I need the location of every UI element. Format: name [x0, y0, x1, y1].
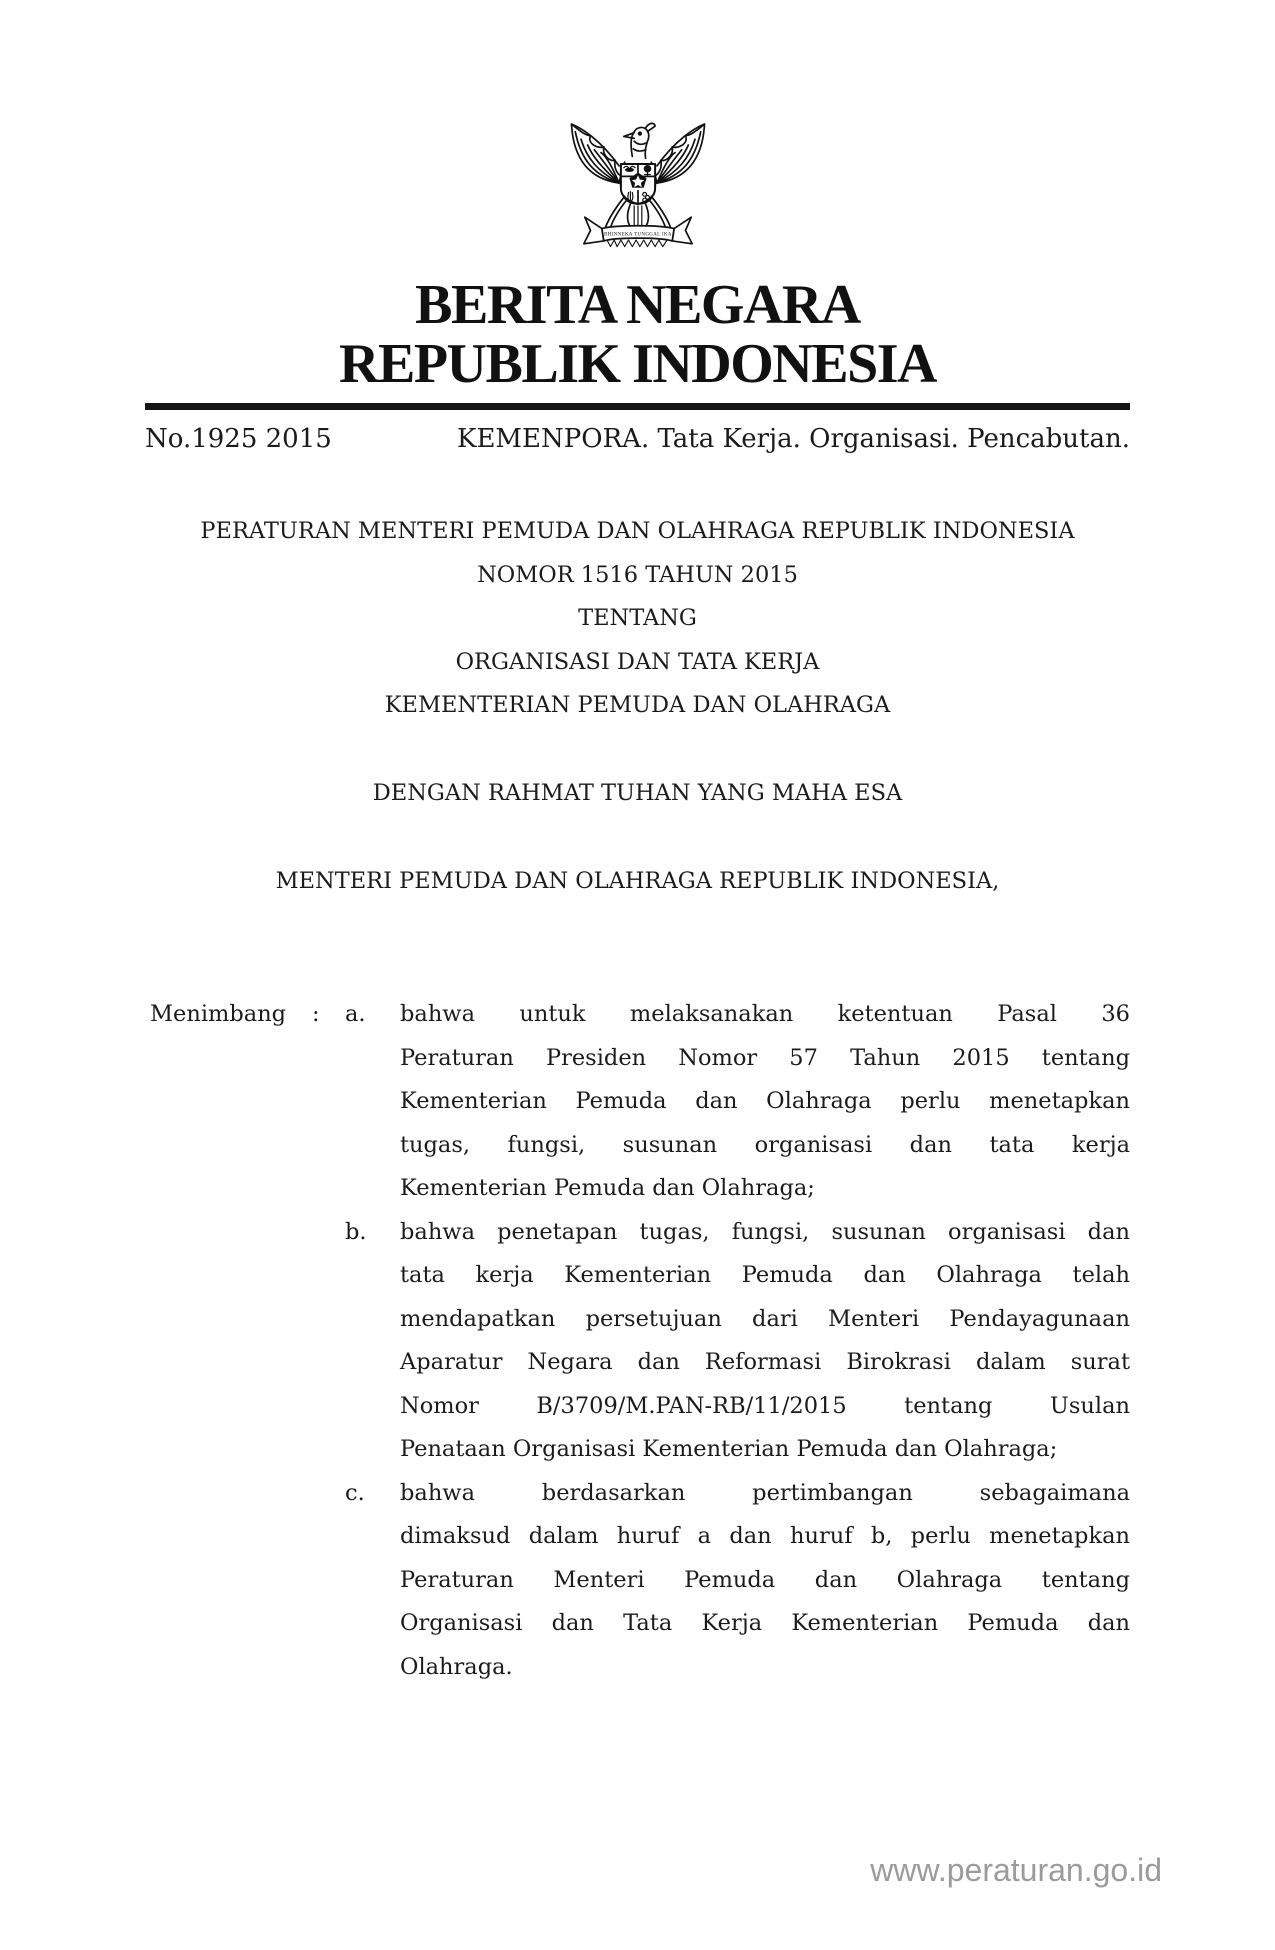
considering-item-text — [400, 993, 1130, 1211]
pancasila-shield — [620, 164, 654, 204]
masthead-title-line1: BERITA NEGARA — [415, 274, 860, 336]
authority-line: MENTERI PEMUDA DAN OLAHRAGA REPUBLIK INDONESIA, — [275, 868, 1000, 894]
considering-text-line: Peraturan Presiden Nomor 57 Tahun 2015 tentang — [400, 1044, 1130, 1071]
eagle-head-icon — [623, 123, 654, 158]
masthead-title — [0, 276, 1275, 394]
considering-label: Menimbang — [150, 1001, 287, 1027]
gazette-subject: KEMENPORA. Tata Kerja. Organisasi. Pencabutan. — [457, 424, 1130, 454]
considering-text-line: Aparatur Negara dan Reformasi Birokrasi dalam surat — [400, 1349, 1130, 1375]
considering-text-line: bahwa penetapan tugas, fungsi, susunan organisasi dan — [400, 1218, 1130, 1245]
garuda-emblem-graphic — [562, 104, 714, 262]
considering-text-line: tata kerja Kementerian Pemuda dan Olahraga telah — [400, 1262, 1130, 1288]
watermark-url: www.peraturan.go.id — [870, 1852, 1162, 1888]
considering-text-line: Organisasi dan Tata Kerja Kementerian Pemuda dan — [400, 1610, 1130, 1636]
considering-item-letter: b. — [345, 1218, 367, 1245]
masthead-title-line2: REPUBLIK INDONESIA — [339, 333, 936, 395]
regulation-title-line: PERATURAN MENTERI PEMUDA DAN OLAHRAGA REPUBLIK INDONESIA — [200, 518, 1075, 544]
considering-text-line: Olahraga. — [400, 1653, 513, 1680]
considering-text-line: tugas, fungsi, susunan organisasi dan tata kerja — [400, 1131, 1130, 1158]
considering-grid — [145, 993, 1130, 1689]
left-wing-icon — [571, 124, 620, 183]
emblem-motto: BHINNEKA TUNGGAL IKA — [603, 232, 672, 238]
considering-text-line: Nomor B/3709/M.PAN-RB/11/2015 tentang Usulan — [400, 1392, 1130, 1419]
considering-item-text — [400, 1211, 1130, 1472]
considering-item-text — [400, 1472, 1130, 1690]
considering-text-line: dimaksud dalam huruf a dan huruf b, perlu menetapkan — [400, 1523, 1130, 1549]
gazette-number: No.1925 2015 — [145, 424, 332, 454]
invocation-line: DENGAN RAHMAT TUHAN YANG MAHA ESA — [372, 780, 903, 806]
masthead-divider-rule — [145, 403, 1130, 410]
regulation-subject-line1: ORGANISASI DAN TATA KERJA — [455, 648, 820, 675]
regulation-title-block — [145, 510, 1130, 728]
considering-text-line: Kementerian Pemuda dan Olahraga perlu menetapkan — [400, 1088, 1130, 1114]
considering-text-line: Kementerian Pemuda dan Olahraga; — [400, 1175, 815, 1201]
considering-text-line: bahwa berdasarkan pertimbangan sebagaimana — [400, 1479, 1130, 1506]
regulation-subject-line2: KEMENTERIAN PEMUDA DAN OLAHRAGA — [384, 692, 891, 718]
right-wing-icon — [655, 124, 704, 183]
considering-text-line: Penataan Organisasi Kementerian Pemuda dan Olahraga; — [400, 1436, 1058, 1462]
considering-item-letter: c. — [345, 1479, 365, 1506]
regulation-number-line: NOMOR 1516 TAHUN 2015 — [477, 561, 798, 588]
considering-text-line: bahwa untuk melaksanakan ketentuan Pasal 36 — [400, 1001, 1130, 1027]
garuda-pancasila-emblem — [562, 104, 714, 266]
considering-item-letter: a. — [345, 1001, 366, 1027]
considering-text-line: Peraturan Menteri Pemuda dan Olahraga tentang — [400, 1566, 1130, 1593]
regulation-tentang-line: TENTANG — [578, 605, 697, 631]
gazette-info-line — [145, 421, 1130, 457]
considering-text-line: mendapatkan persetujuan dari Menteri Pendayagunaan — [400, 1305, 1130, 1332]
considering-separator: : — [312, 1001, 320, 1027]
